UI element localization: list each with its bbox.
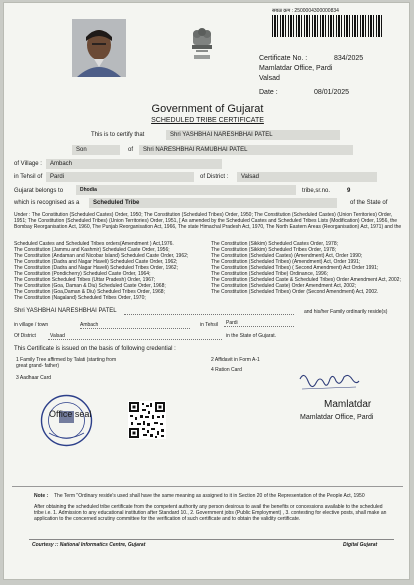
office-seal-stamp: [39, 393, 94, 448]
date-label: Date :: [259, 89, 278, 96]
footer-courtesy: Courtesy :: National Informatics Centre, Gujarat: [32, 542, 146, 548]
relation: Son: [76, 147, 87, 153]
order-item: The Constitution (Scheduled Tribes) (Amendment) Act, Order 1991;: [211, 259, 361, 265]
district: Valsad: [241, 174, 259, 180]
order-item: The Constitution (Scheduled Castes) (Amendment) Act, Order 1990;: [211, 253, 363, 259]
order-item: Scheduled Castes and Scheduled Tribes orders(Amendment ) Act,1976.: [14, 241, 174, 247]
residence-district: Valsad: [50, 333, 65, 339]
tehsil: Pardi: [50, 174, 65, 180]
officer-signature: [296, 369, 362, 395]
office-seal-text: Office seal: [49, 409, 92, 419]
order-item: The Constitution (Sikkim) Scheduled Castes Order, 1978;: [211, 241, 339, 247]
divider: [12, 486, 403, 487]
barcode: [272, 15, 384, 37]
signature-title: Mamlatdar: [324, 399, 372, 410]
order-item: The Constitution (Scheduled Caste) Order Amendment Act, 2002;: [211, 283, 357, 289]
order-item: The Constitution (Dadra and Nagar Haveli) Scheduled Tribes Order, 1962;: [14, 265, 178, 271]
issuer-place: Valsad: [259, 75, 280, 82]
order-item: The Constitution (Scheduled Tribes) Order (Second Amendment) Act, 2002.: [211, 289, 379, 295]
certificate-page: [3, 2, 410, 580]
order-item: The Constitution (Pondicherry) Scheduled Caste Order, 1964;: [14, 271, 151, 277]
serial-id: सबळ क्रम : 2500004300000834: [272, 8, 339, 14]
state-suffix: of the State of: [350, 200, 388, 206]
village-label: of Village :: [14, 161, 42, 167]
holder-name: Shri YASHBHAI NARESHBHAI PATEL: [170, 132, 273, 138]
order-item: The Constitution (Scheduled Tribes) ( Second Amendment) Act Order 1991;: [211, 265, 379, 271]
credential-item: 1 Family Tree affirmed by Talati (starting from great grand- father): [16, 357, 117, 369]
order-item: The Constitution (Andaman and Nicobar Island) Scheduled Caste Order, 1962;: [14, 253, 189, 259]
order-item: The Constitution (Nagaland) Scheduled Tribes Order, 1970;: [14, 295, 146, 301]
credential-item: 4 Ration Card: [211, 367, 242, 373]
order-item: The Constitution (Scheduled Caste & Scheduled Tribes) Order Amendment Act, 2002;: [211, 277, 401, 283]
holder-photo: [72, 19, 126, 77]
note-text2: After obtaining the scheduled tribe certificate from the competent authority any person desirous to avail the benefits or concessions available to the scheduled tribe i.e. 1. Admission to any educational institution after Standard 10., 2. Government jobs (Public Employment) , 3. contesting for elective posts, shall make an application to the concerned scrutiny committee for the verification of such certificate and to obtain the validity certificate.: [34, 504, 387, 522]
footer-divider: [29, 539, 394, 540]
orders-left: [14, 241, 209, 301]
certify-prefix: This is to certify that: [91, 132, 145, 138]
tehsil-label: in Tehsil of: [14, 174, 43, 180]
of-label: of: [128, 147, 134, 153]
order-item: The Constitution (Dadra and Nagar Haveli) Scheduled Caste Order, 1962;: [14, 259, 178, 265]
tribe-name: Dhodia: [80, 187, 97, 193]
residence-village: Ambach: [80, 322, 99, 328]
category: Scheduled Tribe: [93, 200, 140, 206]
residence-village-label: in village / town: [14, 322, 49, 328]
certificate-no: 834/2025: [334, 55, 364, 62]
signature-office: Mamlatdar Office, Pardi: [300, 414, 374, 421]
residence-tehsil-label: in Tehsil: [200, 322, 218, 328]
certificate-title: SCHEDULED TRIBE CERTIFICATE: [151, 117, 264, 124]
credentials-intro: This Certificate is issued on the basis of following credential :: [14, 346, 176, 352]
date: 08/01/2025: [314, 89, 350, 96]
under-paragraph: Under : The Constitution (Scheduled Castes) Order, 1950; The Constitution (Scheduled Tribes) Order, 1950; The Constitution (Scheduled Castes) (Union Territories) Order, 1951; The Constitution (Scheduled Tribes) (Union Territories) Order, 1951, [ As amended by the Scheduled Castes and Scheduled Tribes Lists (Modification) Order, 1956, the Bombay Reorganisation Act, 1960, The Punjab Reorganisation Act, 1966, The state Himachal Pradesh Act, 1970, The North Eastern Areas (Reorganisation) Act, 1971) and the: [14, 212, 402, 230]
order-item: The Constitution (Jammu and Kashmir) Scheduled Caste Order, 1956;: [14, 247, 170, 253]
district-label: of District :: [200, 174, 229, 180]
family-suffix: and his/her Family ordinarily reside(s): [304, 309, 388, 315]
government-title: Government of Gujarat: [151, 103, 264, 115]
note-label: Note :: [34, 493, 49, 499]
residence-district-label: Of District: [14, 333, 36, 339]
belongs-label: Gujarat belongs to: [14, 188, 64, 194]
village: Ambach: [50, 161, 73, 167]
residence-holder-name: Shri YASHBHAI NARESHBHAI PATEL: [14, 308, 117, 314]
recognised-label: which is recognised as a: [14, 200, 80, 206]
tribe-sr-label: tribe,sr.no.: [302, 188, 331, 194]
note-text1: The Term "Ordinary reside's used shall have the same meaning as assigned to it in Section 20 of the Representation of the People Act, 1950: [54, 493, 365, 499]
residence-tehsil: Pardi: [226, 320, 238, 326]
order-item: The Constitution (Goa,Daman & Diu) Scheduled Tribes Order, 1968;: [14, 289, 165, 295]
issuer-line: Mamlatdar Office, Pardi: [259, 65, 333, 72]
order-item: The Constitution (Scheduled Tribe) Ordinance, 1996;: [211, 271, 329, 277]
order-item: The Constitution Scheduled Tribes (Uttar Pradesh) Order, 1967;: [14, 277, 156, 283]
certificate-no-label: Certificate No. :: [259, 55, 308, 62]
tribe-sr-no: 9: [347, 188, 351, 194]
orders-right: [211, 241, 403, 295]
state-emblem: [187, 25, 217, 65]
order-item: The Constitution (Goa, Daman & Diu) Scheduled Caste Order, 1968;: [14, 283, 166, 289]
credential-item: 3 Aadhaar Card: [16, 375, 52, 381]
footer-brand: Digital Gujarat: [343, 542, 378, 548]
order-item: The Constitution (Sikkim) Scheduled Tribes Order, 1978;: [211, 247, 337, 253]
credential-item: 2 Affidavit in Form A-1: [211, 357, 260, 363]
father-name: Shri NARESHBHAI RAMUBHAI PATEL: [143, 147, 248, 153]
residence-state: in the State of Gujarat.: [226, 333, 277, 339]
qr-code: [128, 401, 166, 439]
